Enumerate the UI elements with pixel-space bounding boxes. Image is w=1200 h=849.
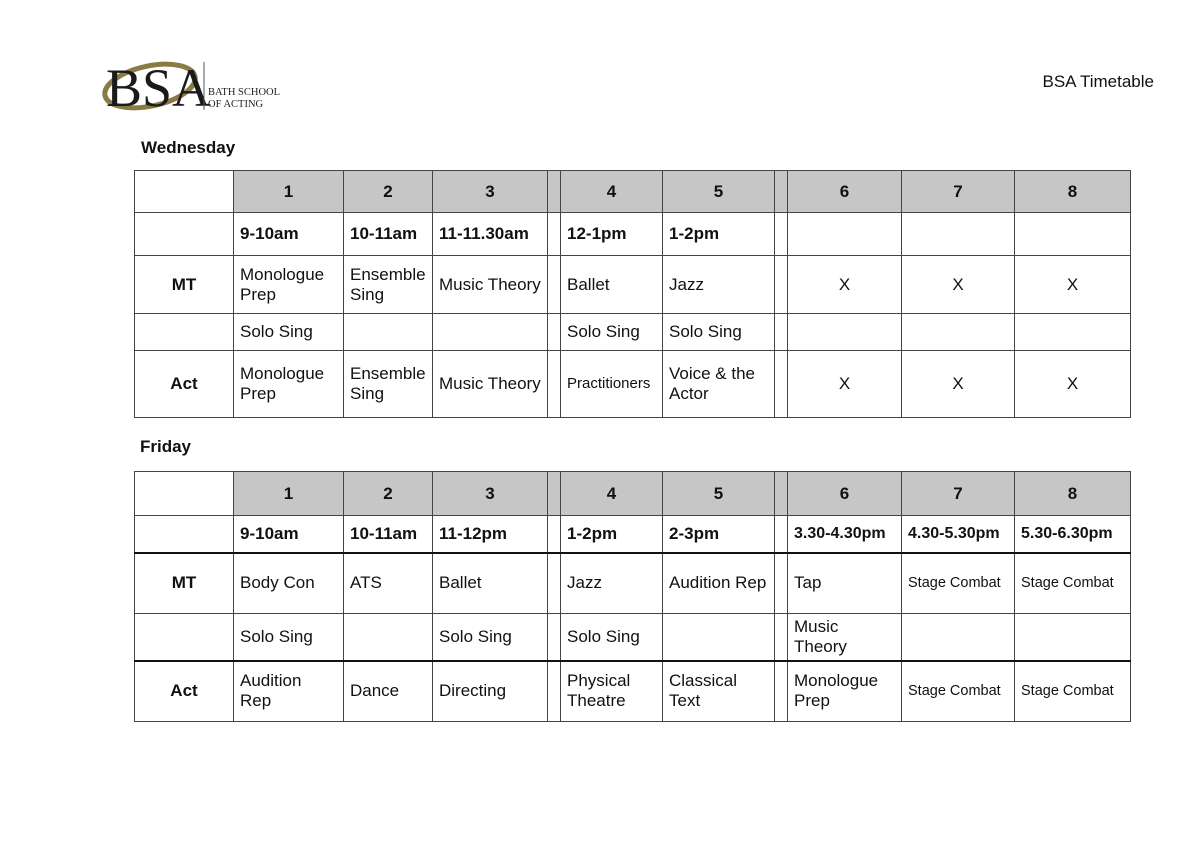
period-6: 6 bbox=[788, 472, 902, 516]
wednesday-table bbox=[134, 170, 1131, 418]
period-4: 4 bbox=[561, 472, 663, 516]
class-cell: Solo Sing bbox=[663, 314, 775, 351]
class-cell: Solo Sing bbox=[561, 614, 663, 661]
row-label: Act bbox=[135, 351, 234, 418]
class-cell: X bbox=[902, 256, 1015, 314]
time-4: 1-2pm bbox=[561, 516, 663, 553]
document-title: BSA Timetable bbox=[1042, 72, 1154, 91]
row-label: Act bbox=[135, 661, 234, 722]
row-label: MT bbox=[135, 553, 234, 614]
class-cell: Ensemble Sing bbox=[344, 351, 433, 418]
time-3: 11-12pm bbox=[433, 516, 548, 553]
time-2: 10-11am bbox=[344, 516, 433, 553]
period-2: 2 bbox=[344, 171, 433, 213]
class-cell: Solo Sing bbox=[234, 614, 344, 661]
class-cell bbox=[344, 614, 433, 661]
time-1: 9-10am bbox=[234, 213, 344, 256]
class-cell: Dance bbox=[344, 661, 433, 722]
period-1: 1 bbox=[234, 472, 344, 516]
class-cell: Stage Combat bbox=[902, 553, 1015, 614]
class-cell: Monologue Prep bbox=[234, 256, 344, 314]
period-3: 3 bbox=[433, 472, 548, 516]
gap-cell bbox=[775, 314, 788, 351]
class-cell: Tap bbox=[788, 553, 902, 614]
class-cell: Solo Sing bbox=[561, 314, 663, 351]
class-cell: Directing bbox=[433, 661, 548, 722]
logo-text-line2: OF ACTING bbox=[208, 99, 264, 110]
class-cell: Audition Rep bbox=[234, 661, 344, 722]
table-row bbox=[135, 256, 1131, 314]
class-cell: ATS bbox=[344, 553, 433, 614]
table-row bbox=[135, 661, 1131, 722]
period-7: 7 bbox=[902, 171, 1015, 213]
gap-cell bbox=[548, 351, 561, 418]
class-cell: X bbox=[788, 351, 902, 418]
time-7 bbox=[902, 213, 1015, 256]
gap-cell bbox=[548, 516, 561, 553]
corner-cell bbox=[135, 472, 234, 516]
class-cell: X bbox=[902, 351, 1015, 418]
table-row bbox=[135, 553, 1131, 614]
period-1: 1 bbox=[234, 171, 344, 213]
class-cell: X bbox=[788, 256, 902, 314]
class-cell: Monologue Prep bbox=[234, 351, 344, 418]
class-cell bbox=[902, 314, 1015, 351]
class-cell: X bbox=[1015, 256, 1131, 314]
class-cell: Music Theory bbox=[433, 351, 548, 418]
time-6 bbox=[788, 213, 902, 256]
class-cell: Solo Sing bbox=[234, 314, 344, 351]
class-cell bbox=[788, 314, 902, 351]
time-8: 5.30-6.30pm bbox=[1015, 516, 1131, 553]
gap-cell bbox=[775, 213, 788, 256]
period-6: 6 bbox=[788, 171, 902, 213]
gap-cell bbox=[548, 614, 561, 661]
class-cell: X bbox=[1015, 351, 1131, 418]
class-cell: Music Theory bbox=[788, 614, 902, 661]
corner-cell bbox=[135, 516, 234, 553]
wednesday-heading: Wednesday bbox=[141, 138, 236, 157]
class-cell bbox=[1015, 314, 1131, 351]
row-label bbox=[135, 314, 234, 351]
class-cell: Classical Text bbox=[663, 661, 775, 722]
class-cell: Stage Combat bbox=[902, 661, 1015, 722]
row-label bbox=[135, 614, 234, 661]
class-cell bbox=[902, 614, 1015, 661]
period-3: 3 bbox=[433, 171, 548, 213]
period-7: 7 bbox=[902, 472, 1015, 516]
period-number-row bbox=[135, 472, 1131, 516]
time-row bbox=[135, 213, 1131, 256]
gap-cell bbox=[775, 661, 788, 722]
class-cell: Music Theory bbox=[433, 256, 548, 314]
period-2: 2 bbox=[344, 472, 433, 516]
class-cell: Ballet bbox=[433, 553, 548, 614]
time-3: 11-11.30am bbox=[433, 213, 548, 256]
class-cell: Jazz bbox=[663, 256, 775, 314]
time-6: 3.30-4.30pm bbox=[788, 516, 902, 553]
table-row bbox=[135, 614, 1131, 661]
class-cell: Practitioners bbox=[561, 351, 663, 418]
class-cell: Solo Sing bbox=[433, 614, 548, 661]
time-1: 9-10am bbox=[234, 516, 344, 553]
gap-cell bbox=[548, 256, 561, 314]
bsa-logo bbox=[100, 48, 282, 120]
time-7: 4.30-5.30pm bbox=[902, 516, 1015, 553]
period-4: 4 bbox=[561, 171, 663, 213]
class-cell: Ensemble Sing bbox=[344, 256, 433, 314]
class-cell bbox=[663, 614, 775, 661]
class-cell bbox=[433, 314, 548, 351]
time-8 bbox=[1015, 213, 1131, 256]
friday-heading: Friday bbox=[140, 437, 192, 456]
class-cell bbox=[1015, 614, 1131, 661]
gap-cell bbox=[548, 314, 561, 351]
class-cell bbox=[344, 314, 433, 351]
gap-cell bbox=[548, 171, 561, 213]
period-5: 5 bbox=[663, 472, 775, 516]
class-cell: Physical Theatre bbox=[561, 661, 663, 722]
class-cell: Audition Rep bbox=[663, 553, 775, 614]
gap-cell bbox=[775, 171, 788, 213]
logo-text-line1: BATH SCHOOL bbox=[208, 87, 281, 98]
table-row bbox=[135, 351, 1131, 418]
period-8: 8 bbox=[1015, 472, 1131, 516]
gap-cell bbox=[548, 553, 561, 614]
class-cell: Ballet bbox=[561, 256, 663, 314]
gap-cell bbox=[548, 472, 561, 516]
logo-letters: BSA bbox=[106, 58, 212, 118]
time-5: 2-3pm bbox=[663, 516, 775, 553]
period-5: 5 bbox=[663, 171, 775, 213]
gap-cell bbox=[775, 256, 788, 314]
class-cell: Monologue Prep bbox=[788, 661, 902, 722]
period-number-row bbox=[135, 171, 1131, 213]
class-cell: Jazz bbox=[561, 553, 663, 614]
time-4: 12-1pm bbox=[561, 213, 663, 256]
class-cell: Voice & the Actor bbox=[663, 351, 775, 418]
time-2: 10-11am bbox=[344, 213, 433, 256]
gap-cell bbox=[548, 213, 561, 256]
gap-cell bbox=[775, 351, 788, 418]
class-cell: Body Con bbox=[234, 553, 344, 614]
gap-cell bbox=[775, 553, 788, 614]
class-cell: Stage Combat bbox=[1015, 661, 1131, 722]
class-cell: Stage Combat bbox=[1015, 553, 1131, 614]
gap-cell bbox=[775, 472, 788, 516]
time-row bbox=[135, 516, 1131, 553]
corner-cell bbox=[135, 171, 234, 213]
corner-cell bbox=[135, 213, 234, 256]
gap-cell bbox=[548, 661, 561, 722]
gap-cell bbox=[775, 614, 788, 661]
period-8: 8 bbox=[1015, 171, 1131, 213]
row-label: MT bbox=[135, 256, 234, 314]
time-5: 1-2pm bbox=[663, 213, 775, 256]
gap-cell bbox=[775, 516, 788, 553]
friday-table bbox=[134, 471, 1131, 722]
table-row bbox=[135, 314, 1131, 351]
